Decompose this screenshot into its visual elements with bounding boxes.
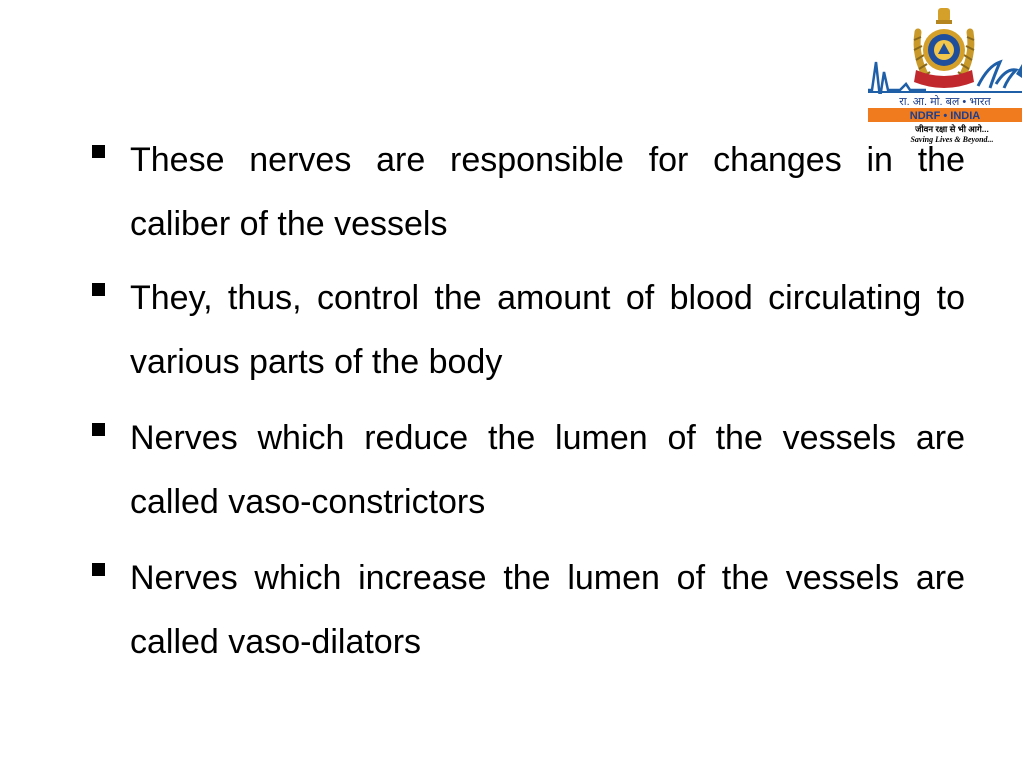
bullet-text: Nerves which reduce the lumen of the vessels are called vaso-constrictors: [130, 419, 965, 521]
bullet-text: These nerves are responsible for changes in the caliber of the vessels: [130, 141, 965, 243]
bullet-item: [90, 546, 965, 674]
ndrf-logo: [866, 2, 1024, 144]
square-bullet-icon: [92, 423, 105, 436]
logo-english-name: NDRF • INDIA: [909, 110, 981, 122]
ndrf-emblem-icon: [866, 2, 1024, 144]
square-bullet-icon: [92, 563, 105, 576]
square-bullet-icon: [92, 145, 105, 158]
bullet-item: [90, 406, 965, 534]
bullet-item: [90, 128, 965, 256]
bullet-item: [90, 266, 965, 394]
bullet-list: [90, 128, 965, 674]
logo-hindi-motto: जीवन रक्षा से भी आगे...: [915, 124, 989, 134]
square-bullet-icon: [92, 283, 105, 296]
logo-hindi-name: रा. आ. मो. बल • भारत: [899, 96, 991, 108]
bullet-text: Nerves which increase the lumen of the vessels are called vaso-dilators: [130, 559, 965, 661]
logo-english-motto: Saving Lives & Beyond...: [910, 135, 994, 144]
bullet-text: They, thus, control the amount of blood circulating to various parts of the body: [130, 279, 965, 381]
